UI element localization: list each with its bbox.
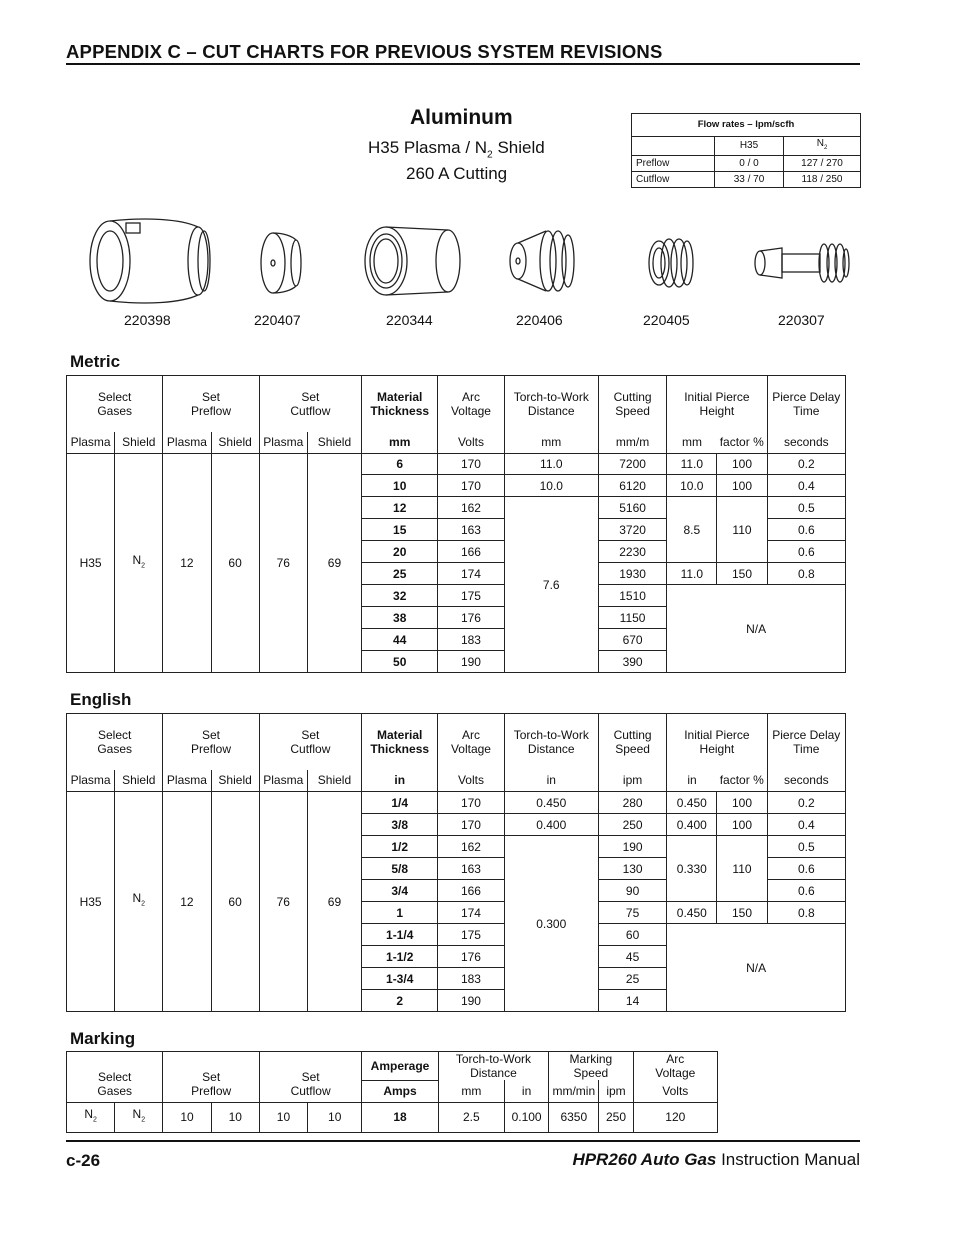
marking-cell: 120 (633, 1102, 717, 1132)
delay-cell: 0.6 (767, 541, 845, 563)
hdr-set-cutflow: Set Cutflow (259, 1052, 361, 1103)
factor-cell: 100 (717, 792, 767, 814)
voltage-cell: 183 (438, 629, 504, 651)
thickness-cell: 44 (362, 629, 438, 651)
shield-image (258, 228, 304, 298)
speed-cell: 1510 (598, 585, 666, 607)
flow-col-n2: $N_2$ (784, 137, 861, 156)
unit-amps: Amps (362, 1080, 438, 1102)
unit-factor: factor % (717, 770, 767, 792)
shield-gas: $N_2$ (115, 454, 163, 673)
speed-cell: 130 (598, 858, 666, 880)
preflow-shield: 60 (211, 454, 259, 673)
factor-cell: 150 (717, 902, 767, 924)
voltage-cell: 183 (438, 968, 504, 990)
distance-cell: 0.400 (504, 814, 598, 836)
manual-title: HPR260 Auto Gas Instruction Manual (572, 1150, 860, 1169)
marking-cell: 250 (599, 1102, 633, 1132)
speed-cell: 60 (598, 924, 666, 946)
hdr-torch-distance: Torch-to-Work Distance (504, 714, 598, 770)
swirl-ring-image (645, 235, 695, 291)
factor-cell: 100 (717, 814, 767, 836)
voltage-cell: 175 (438, 924, 504, 946)
cutflow-plasma: 76 (259, 454, 307, 673)
factor-cell: 110 (717, 497, 767, 563)
delay-cell: 0.4 (767, 475, 845, 497)
speed-cell: 1930 (598, 563, 666, 585)
unit-seconds: seconds (767, 432, 845, 454)
plasma-gas: H35 (67, 454, 115, 673)
na-cell: N/A (667, 585, 846, 673)
marking-cell: 10 (259, 1102, 307, 1132)
hdr-initial-pierce: Initial Pierce Height (667, 376, 767, 432)
speed-cell: 3720 (598, 519, 666, 541)
marking-plasma-gas: $N_2$ (67, 1102, 115, 1132)
electrode-image (752, 242, 850, 284)
marking-shield-gas: $N_2$ (115, 1102, 163, 1132)
hdr-shield: Shield (307, 770, 361, 792)
voltage-cell: 170 (438, 792, 504, 814)
voltage-cell: 170 (438, 475, 504, 497)
preflow-shield: 60 (211, 792, 259, 1012)
voltage-cell: 162 (438, 497, 504, 519)
unit-distance: in (504, 770, 598, 792)
delay-cell: 0.4 (767, 814, 845, 836)
voltage-cell: 170 (438, 454, 504, 475)
delay-cell: 0.2 (767, 454, 845, 475)
hdr-shield: Shield (211, 432, 259, 454)
pierce-height-cell: 10.0 (667, 475, 717, 497)
thickness-cell: 50 (362, 651, 438, 673)
unit-speed: mm/m (598, 432, 666, 454)
unit-seconds: seconds (767, 770, 845, 792)
thickness-cell: 1-1/4 (362, 924, 438, 946)
cutflow-shield: 69 (307, 792, 361, 1012)
hdr-material-thickness: Material Thickness (362, 376, 438, 432)
factor-cell: 110 (717, 836, 767, 902)
factor-cell: 100 (717, 475, 767, 497)
preflow-plasma: 12 (163, 792, 211, 1012)
unit-in: in (504, 1080, 548, 1102)
unit-volts: Volts (438, 770, 504, 792)
cutflow-shield: 69 (307, 454, 361, 673)
flow-cell: 33 / 70 (715, 172, 784, 188)
thickness-cell: 25 (362, 563, 438, 585)
unit-ipm: ipm (599, 1080, 633, 1102)
delay-cell: 0.5 (767, 497, 845, 519)
hdr-amperage: Amperage (362, 1052, 438, 1081)
thickness-cell: 10 (362, 475, 438, 497)
page-header-title: APPENDIX C – CUT CHARTS FOR PREVIOUS SYSTEM REVISIONS (66, 41, 663, 62)
speed-cell: 670 (598, 629, 666, 651)
distance-cell: 0.300 (504, 836, 598, 1012)
pierce-height-cell: 0.450 (667, 902, 717, 924)
shield-cap-image (86, 215, 214, 305)
speed-cell: 75 (598, 902, 666, 924)
shield-gas: $N_2$ (115, 792, 163, 1012)
hdr-select-gases: Select Gases (67, 714, 163, 770)
delay-cell: 0.5 (767, 836, 845, 858)
thickness-cell: 1/4 (362, 792, 438, 814)
speed-cell: 90 (598, 880, 666, 902)
unit-speed: ipm (598, 770, 666, 792)
speed-cell: 5160 (598, 497, 666, 519)
thickness-cell: 1/2 (362, 836, 438, 858)
voltage-cell: 163 (438, 858, 504, 880)
part-number: 220406 (516, 312, 563, 328)
unit-mmmin: mm/min (549, 1080, 599, 1102)
voltage-cell: 176 (438, 946, 504, 968)
distance-cell: 11.0 (504, 454, 598, 475)
voltage-cell: 163 (438, 519, 504, 541)
hdr-select-gases: Select Gases (67, 376, 163, 432)
thickness-cell: 3/4 (362, 880, 438, 902)
hdr-set-cutflow: Set Cutflow (259, 714, 361, 770)
part-number: 220407 (254, 312, 301, 328)
thickness-cell: 1 (362, 902, 438, 924)
delay-cell: 0.6 (767, 880, 845, 902)
thickness-cell: 1-3/4 (362, 968, 438, 990)
delay-cell: 0.2 (767, 792, 845, 814)
delay-cell: 0.8 (767, 902, 845, 924)
part-number: 220405 (643, 312, 690, 328)
voltage-cell: 176 (438, 607, 504, 629)
marking-chart (66, 1051, 718, 1133)
speed-cell: 6120 (598, 475, 666, 497)
hdr-arc-voltage: Arc Voltage (438, 376, 504, 432)
unit-pierce: in (667, 770, 717, 792)
factor-cell: 150 (717, 563, 767, 585)
part-number: 220398 (124, 312, 171, 328)
hdr-torch-distance: Torch-to-Work Distance (438, 1052, 549, 1081)
thickness-cell: 3/8 (362, 814, 438, 836)
voltage-cell: 170 (438, 814, 504, 836)
voltage-cell: 175 (438, 585, 504, 607)
marking-cell: 10 (211, 1102, 259, 1132)
flow-row-label: Cutflow (632, 172, 715, 188)
hdr-torch-distance: Torch-to-Work Distance (504, 376, 598, 432)
hdr-set-preflow: Set Preflow (163, 1052, 259, 1103)
hdr-select-gases: Select Gases (67, 1052, 163, 1103)
delay-cell: 0.6 (767, 858, 845, 880)
delay-cell: 0.6 (767, 519, 845, 541)
voltage-cell: 190 (438, 651, 504, 673)
hdr-plasma: Plasma (259, 432, 307, 454)
marking-cell: 10 (163, 1102, 211, 1132)
flow-rates-table (631, 113, 861, 188)
hdr-cutting-speed: Cutting Speed (598, 714, 666, 770)
speed-cell: 190 (598, 836, 666, 858)
thickness-cell: 15 (362, 519, 438, 541)
hdr-cutting-speed: Cutting Speed (598, 376, 666, 432)
current-label: 260 A Cutting (406, 164, 508, 183)
flow-cell: 127 / 270 (784, 156, 861, 172)
voltage-cell: 162 (438, 836, 504, 858)
thickness-cell: 12 (362, 497, 438, 519)
hdr-set-preflow: Set Preflow (163, 714, 259, 770)
english-cut-chart (66, 713, 846, 1012)
hdr-shield: Shield (211, 770, 259, 792)
marking-cell: 6350 (549, 1102, 599, 1132)
speed-cell: 390 (598, 651, 666, 673)
voltage-cell: 166 (438, 880, 504, 902)
delay-cell: 0.8 (767, 563, 845, 585)
speed-cell: 2230 (598, 541, 666, 563)
pierce-height-cell: 8.5 (667, 497, 717, 563)
flow-rates-title: Flow rates – lpm/scfh (632, 114, 861, 137)
marking-section-label: Marking (70, 1029, 136, 1048)
speed-cell: 45 (598, 946, 666, 968)
cutflow-plasma: 76 (259, 792, 307, 1012)
metric-cut-chart (66, 375, 846, 673)
retaining-cap-image (360, 222, 464, 300)
speed-cell: 280 (598, 792, 666, 814)
material-title: Aluminum (410, 106, 513, 129)
unit-thickness: in (362, 770, 438, 792)
hdr-plasma: Plasma (163, 432, 211, 454)
pierce-height-cell: 11.0 (667, 563, 717, 585)
speed-cell: 14 (598, 990, 666, 1012)
pierce-height-cell: 0.330 (667, 836, 717, 902)
hdr-set-preflow: Set Preflow (163, 376, 259, 432)
marking-cell: 10 (308, 1102, 362, 1132)
hdr-shield: Shield (115, 432, 163, 454)
flow-row-label: Preflow (632, 156, 715, 172)
hdr-marking-speed: Marking Speed (549, 1052, 633, 1081)
header-rule (66, 63, 860, 65)
flow-cell: 118 / 250 (784, 172, 861, 188)
nozzle-image (506, 225, 576, 297)
speed-cell: 1150 (598, 607, 666, 629)
part-number: 220307 (778, 312, 825, 328)
unit-mm: mm (438, 1080, 504, 1102)
speed-cell: 250 (598, 814, 666, 836)
hdr-pierce-delay: Pierce Delay Time (767, 376, 845, 432)
unit-volts: Volts (438, 432, 504, 454)
hdr-set-cutflow: Set Cutflow (259, 376, 361, 432)
hdr-arc-voltage: Arc Voltage (438, 714, 504, 770)
voltage-cell: 174 (438, 563, 504, 585)
hdr-shield: Shield (307, 432, 361, 454)
thickness-cell: 32 (362, 585, 438, 607)
hdr-plasma: Plasma (163, 770, 211, 792)
unit-distance: mm (504, 432, 598, 454)
hdr-plasma: Plasma (67, 432, 115, 454)
voltage-cell: 174 (438, 902, 504, 924)
part-number: 220344 (386, 312, 433, 328)
marking-cell: 0.100 (504, 1102, 548, 1132)
unit-pierce: mm (667, 432, 717, 454)
factor-cell: 100 (717, 454, 767, 475)
distance-cell: 10.0 (504, 475, 598, 497)
plasma-gas: H35 (67, 792, 115, 1012)
hdr-pierce-delay: Pierce Delay Time (767, 714, 845, 770)
thickness-cell: 20 (362, 541, 438, 563)
thickness-cell: 6 (362, 454, 438, 475)
hdr-plasma: Plasma (259, 770, 307, 792)
hdr-material-thickness: Material Thickness (362, 714, 438, 770)
hdr-shield: Shield (115, 770, 163, 792)
unit-factor: factor % (717, 432, 767, 454)
pierce-height-cell: 0.400 (667, 814, 717, 836)
flow-cell: 0 / 0 (715, 156, 784, 172)
flow-col-h35: H35 (715, 137, 784, 156)
pierce-height-cell: 11.0 (667, 454, 717, 475)
metric-section-label: Metric (70, 352, 121, 371)
hdr-initial-pierce: Initial Pierce Height (667, 714, 767, 770)
na-cell: N/A (667, 924, 846, 1012)
page-number: c-26 (66, 1151, 101, 1170)
thickness-cell: 38 (362, 607, 438, 629)
marking-cell: 18 (362, 1102, 438, 1132)
unit-thickness: mm (362, 432, 438, 454)
thickness-cell: 5/8 (362, 858, 438, 880)
unit-volts: Volts (633, 1080, 717, 1102)
english-section-label: English (70, 690, 132, 709)
hdr-arc-voltage: Arc Voltage (633, 1052, 717, 1081)
speed-cell: 25 (598, 968, 666, 990)
speed-cell: 7200 (598, 454, 666, 475)
distance-cell: 7.6 (504, 497, 598, 673)
voltage-cell: 190 (438, 990, 504, 1012)
hdr-plasma: Plasma (67, 770, 115, 792)
pierce-height-cell: 0.450 (667, 792, 717, 814)
footer-rule (66, 1140, 860, 1142)
voltage-cell: 166 (438, 541, 504, 563)
preflow-plasma: 12 (163, 454, 211, 673)
distance-cell: 0.450 (504, 792, 598, 814)
thickness-cell: 2 (362, 990, 438, 1012)
process-gas-label: H35 Plasma / $N_2$ Shield (368, 138, 545, 161)
thickness-cell: 1-1/2 (362, 946, 438, 968)
marking-cell: 2.5 (438, 1102, 504, 1132)
